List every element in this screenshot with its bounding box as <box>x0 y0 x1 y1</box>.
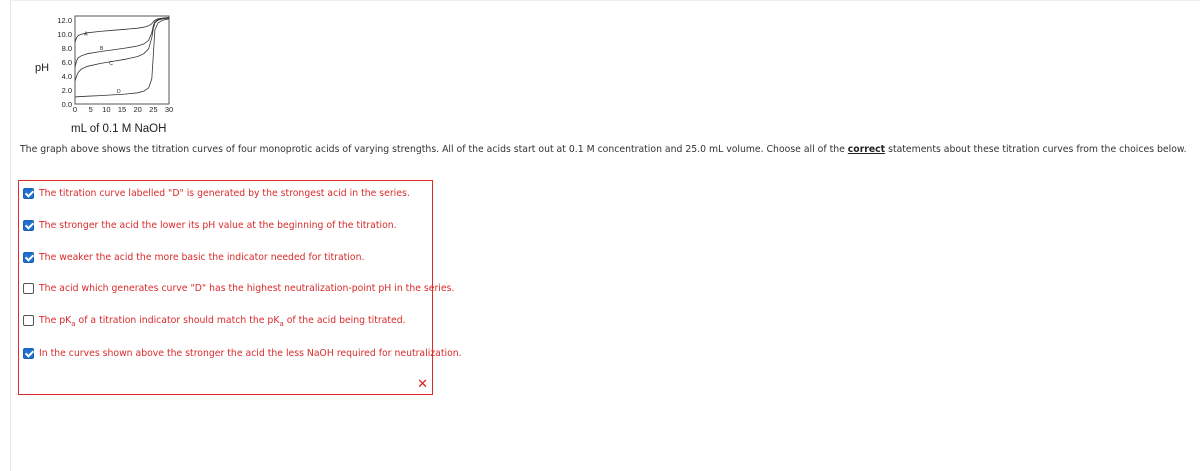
question-text-start: The graph above shows the titration curves of four monoprotic acids of varying strengths. All of the acids start out at 0.1 M concentration and 25.0 mL volume. Choose all of the <box>20 144 848 155</box>
curve-label-b: B <box>99 46 104 53</box>
checkbox-unchecked-icon[interactable] <box>23 283 34 294</box>
x-tick-label: 0 <box>72 105 78 114</box>
y-axis-label: pH <box>35 62 50 74</box>
page-left-border <box>10 0 11 471</box>
curve-label-d: D <box>117 88 121 95</box>
x-axis-label: mL of 0.1 M NaOH <box>71 123 167 135</box>
y-tick-label: 12.0 <box>57 16 72 26</box>
option-3[interactable] <box>23 250 364 264</box>
option-label: The $pK_a$ of a titration indicator should match the $pK_a$ of the acid being titrated. <box>39 314 406 328</box>
y-tick-label: 0.0 <box>61 100 72 109</box>
x-tick-label: 5 <box>88 105 93 114</box>
checkbox-unchecked-icon[interactable] <box>23 315 34 326</box>
option-1[interactable] <box>23 186 410 200</box>
checkbox-checked-icon[interactable] <box>23 252 34 263</box>
curve-label-a: A <box>84 31 88 38</box>
x-tick-label: 25 <box>149 105 158 114</box>
y-tick-label: 8.0 <box>61 44 72 54</box>
y-tick-label: 2.0 <box>61 86 72 96</box>
option-label: The acid which generates curve "D" has the highest neutralization-point pH in the series. <box>39 282 455 294</box>
x-tick-label: 30 <box>164 105 174 114</box>
option-label: The titration curve labelled "D" is generated by the strongest acid in the series. <box>39 187 410 199</box>
option-2[interactable] <box>23 218 397 232</box>
answer-options <box>18 180 462 395</box>
checkbox-checked-icon[interactable] <box>23 188 34 199</box>
checkbox-checked-icon[interactable] <box>23 220 34 231</box>
x-tick-label: 10 <box>102 105 111 114</box>
option-5[interactable] <box>23 313 406 327</box>
option-label: The stronger the acid the lower its pH value at the beginning of the titration. <box>39 219 397 231</box>
option-label: In the curves shown above the stronger the acid the less NaOH required for neutralization. <box>39 347 462 359</box>
y-tick-label: 6.0 <box>61 58 72 68</box>
curve-label-c: C <box>109 60 113 67</box>
option-label: The weaker the acid the more basic the indicator needed for titration. <box>39 251 365 263</box>
y-tick-label: 4.0 <box>61 72 72 82</box>
question-text <box>20 144 1190 155</box>
y-tick-label: 10.0 <box>57 30 72 40</box>
x-tick-label: 15 <box>117 105 127 114</box>
curve-c <box>75 18 169 81</box>
curve-d <box>75 19 169 97</box>
incorrect-x-icon: ✕ <box>417 377 428 392</box>
question-emphasis: correct <box>847 144 886 155</box>
titration-curve-chart <box>35 8 185 136</box>
page-top-border <box>10 0 1200 1</box>
option-6[interactable] <box>23 346 462 360</box>
checkbox-checked-icon[interactable] <box>23 348 34 359</box>
x-tick-label: 20 <box>133 105 142 114</box>
question-text-end: statements about these titration curves from the choices below. <box>885 144 1187 155</box>
option-4[interactable] <box>23 281 454 295</box>
